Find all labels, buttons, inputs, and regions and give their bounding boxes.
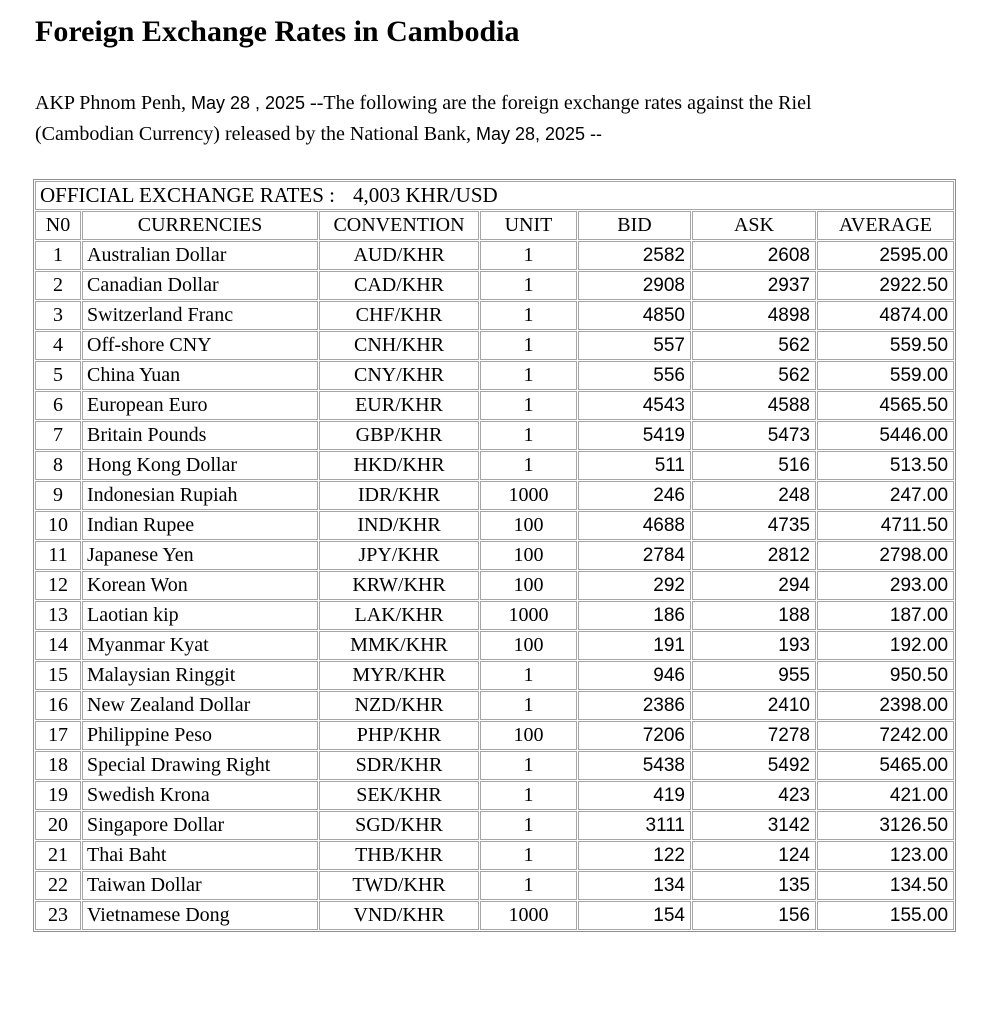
ask-cell: 7278 (692, 721, 816, 750)
convention-cell: GBP/KHR (319, 421, 479, 450)
table-row (35, 691, 954, 720)
average-cell: 192.00 (817, 631, 954, 660)
bid-cell: 154 (578, 901, 691, 930)
table-row (35, 871, 954, 900)
unit-cell: 1 (480, 391, 577, 420)
average-cell: 2922.50 (817, 271, 954, 300)
convention-cell: NZD/KHR (319, 691, 479, 720)
convention-cell: MMK/KHR (319, 631, 479, 660)
convention-cell: VND/KHR (319, 901, 479, 930)
rates-table-body (35, 241, 954, 930)
unit-cell: 1000 (480, 601, 577, 630)
convention-cell: SEK/KHR (319, 781, 479, 810)
convention-cell: CNY/KHR (319, 361, 479, 390)
bid-cell: 4850 (578, 301, 691, 330)
column-header-bid: BID (578, 211, 691, 240)
currency-cell: Malaysian Ringgit (82, 661, 318, 690)
currency-cell: Switzerland Franc (82, 301, 318, 330)
table-row (35, 841, 954, 870)
table-row (35, 721, 954, 750)
convention-cell: JPY/KHR (319, 541, 479, 570)
table-row (35, 511, 954, 540)
ask-cell: 5473 (692, 421, 816, 450)
ask-cell: 193 (692, 631, 816, 660)
average-cell: 950.50 (817, 661, 954, 690)
unit-cell: 1 (480, 421, 577, 450)
ask-cell: 562 (692, 331, 816, 360)
unit-cell: 1 (480, 451, 577, 480)
unit-cell: 1 (480, 241, 577, 270)
unit-cell: 1 (480, 661, 577, 690)
average-cell: 4874.00 (817, 301, 954, 330)
unit-cell: 100 (480, 511, 577, 540)
convention-cell: KRW/KHR (319, 571, 479, 600)
table-row (35, 541, 954, 570)
currency-cell: Vietnamese Dong (82, 901, 318, 930)
average-cell: 2595.00 (817, 241, 954, 270)
bid-cell: 191 (578, 631, 691, 660)
table-row (35, 331, 954, 360)
convention-cell: HKD/KHR (319, 451, 479, 480)
row-number-cell: 18 (35, 751, 81, 780)
convention-cell: AUD/KHR (319, 241, 479, 270)
currency-cell: China Yuan (82, 361, 318, 390)
row-number-cell: 12 (35, 571, 81, 600)
row-number-cell: 17 (35, 721, 81, 750)
currency-cell: Canadian Dollar (82, 271, 318, 300)
unit-cell: 100 (480, 571, 577, 600)
ask-cell: 516 (692, 451, 816, 480)
ask-cell: 188 (692, 601, 816, 630)
currency-cell: Britain Pounds (82, 421, 318, 450)
exchange-rates-table (33, 179, 956, 932)
table-row (35, 661, 954, 690)
row-number-cell: 16 (35, 691, 81, 720)
average-cell: 123.00 (817, 841, 954, 870)
average-cell: 155.00 (817, 901, 954, 930)
ask-cell: 5492 (692, 751, 816, 780)
unit-cell: 1000 (480, 901, 577, 930)
row-number-cell: 1 (35, 241, 81, 270)
ask-cell: 4735 (692, 511, 816, 540)
row-number-cell: 5 (35, 361, 81, 390)
convention-cell: IND/KHR (319, 511, 479, 540)
column-header-currencies: CURRENCIES (82, 211, 318, 240)
bid-cell: 2386 (578, 691, 691, 720)
table-row (35, 301, 954, 330)
unit-cell: 100 (480, 721, 577, 750)
intro-date-1: May 28 , 2025 (190, 93, 311, 113)
unit-cell: 1 (480, 331, 577, 360)
convention-cell: CHF/KHR (319, 301, 479, 330)
bid-cell: 419 (578, 781, 691, 810)
column-header-ask: ASK (692, 211, 816, 240)
currency-cell: Special Drawing Right (82, 751, 318, 780)
ask-cell: 135 (692, 871, 816, 900)
average-cell: 3126.50 (817, 811, 954, 840)
row-number-cell: 11 (35, 541, 81, 570)
currency-cell: Laotian kip (82, 601, 318, 630)
bid-cell: 246 (578, 481, 691, 510)
currency-cell: Indonesian Rupiah (82, 481, 318, 510)
row-number-cell: 15 (35, 661, 81, 690)
row-number-cell: 3 (35, 301, 81, 330)
official-rate-value: 4,003 KHR/USD (352, 183, 498, 207)
column-header-average: AVERAGE (817, 211, 954, 240)
bid-cell: 511 (578, 451, 691, 480)
table-row (35, 241, 954, 270)
bid-cell: 2582 (578, 241, 691, 270)
currency-cell: Taiwan Dollar (82, 871, 318, 900)
ask-cell: 562 (692, 361, 816, 390)
unit-cell: 1 (480, 781, 577, 810)
table-row (35, 901, 954, 930)
table-header-row (35, 211, 954, 240)
unit-cell: 1 (480, 811, 577, 840)
bid-cell: 5419 (578, 421, 691, 450)
convention-cell: CNH/KHR (319, 331, 479, 360)
row-number-cell: 8 (35, 451, 81, 480)
average-cell: 7242.00 (817, 721, 954, 750)
convention-cell: THB/KHR (319, 841, 479, 870)
average-cell: 2798.00 (817, 541, 954, 570)
row-number-cell: 14 (35, 631, 81, 660)
unit-cell: 1 (480, 751, 577, 780)
bid-cell: 186 (578, 601, 691, 630)
row-number-cell: 22 (35, 871, 81, 900)
average-cell: 559.50 (817, 331, 954, 360)
bid-cell: 4688 (578, 511, 691, 540)
row-number-cell: 2 (35, 271, 81, 300)
bid-cell: 946 (578, 661, 691, 690)
ask-cell: 156 (692, 901, 816, 930)
row-number-cell: 6 (35, 391, 81, 420)
table-row (35, 421, 954, 450)
currency-cell: Indian Rupee (82, 511, 318, 540)
table-row (35, 751, 954, 780)
bid-cell: 134 (578, 871, 691, 900)
bid-cell: 2784 (578, 541, 691, 570)
table-row (35, 481, 954, 510)
average-cell: 187.00 (817, 601, 954, 630)
convention-cell: LAK/KHR (319, 601, 479, 630)
average-cell: 4711.50 (817, 511, 954, 540)
bid-cell: 2908 (578, 271, 691, 300)
intro-text-1: AKP Phnom Penh, (35, 92, 191, 114)
convention-cell: CAD/KHR (319, 271, 479, 300)
bid-cell: 4543 (578, 391, 691, 420)
official-rate-label: OFFICIAL EXCHANGE RATES : (40, 183, 335, 207)
ask-cell: 2410 (692, 691, 816, 720)
convention-cell: IDR/KHR (319, 481, 479, 510)
table-row (35, 271, 954, 300)
average-cell: 5465.00 (817, 751, 954, 780)
row-number-cell: 10 (35, 511, 81, 540)
bid-cell: 292 (578, 571, 691, 600)
average-cell: 134.50 (817, 871, 954, 900)
ask-cell: 294 (692, 571, 816, 600)
currency-cell: Off-shore CNY (82, 331, 318, 360)
ask-cell: 4898 (692, 301, 816, 330)
bid-cell: 122 (578, 841, 691, 870)
bid-cell: 7206 (578, 721, 691, 750)
convention-cell: MYR/KHR (319, 661, 479, 690)
table-row (35, 631, 954, 660)
unit-cell: 1000 (480, 481, 577, 510)
table-row (35, 391, 954, 420)
unit-cell: 1 (480, 871, 577, 900)
row-number-cell: 13 (35, 601, 81, 630)
currency-cell: New Zealand Dollar (82, 691, 318, 720)
unit-cell: 1 (480, 691, 577, 720)
convention-cell: SDR/KHR (319, 751, 479, 780)
currency-cell: Thai Baht (82, 841, 318, 870)
unit-cell: 100 (480, 541, 577, 570)
currency-cell: Korean Won (82, 571, 318, 600)
average-cell: 5446.00 (817, 421, 954, 450)
unit-cell: 1 (480, 301, 577, 330)
ask-cell: 248 (692, 481, 816, 510)
table-row (35, 361, 954, 390)
column-header-unit: UNIT (480, 211, 577, 240)
table-row (35, 601, 954, 630)
currency-cell: Singapore Dollar (82, 811, 318, 840)
currency-cell: Swedish Krona (82, 781, 318, 810)
table-row (35, 571, 954, 600)
currency-cell: Hong Kong Dollar (82, 451, 318, 480)
table-row (35, 781, 954, 810)
intro-date-2: May 28, 2025 -- (475, 124, 603, 144)
convention-cell: PHP/KHR (319, 721, 479, 750)
unit-cell: 100 (480, 631, 577, 660)
row-number-cell: 7 (35, 421, 81, 450)
row-number-cell: 21 (35, 841, 81, 870)
column-header-convention: CONVENTION (319, 211, 479, 240)
ask-cell: 955 (692, 661, 816, 690)
unit-cell: 1 (480, 841, 577, 870)
currency-cell: Japanese Yen (82, 541, 318, 570)
ask-cell: 2608 (692, 241, 816, 270)
row-number-cell: 23 (35, 901, 81, 930)
ask-cell: 2937 (692, 271, 816, 300)
currency-cell: Australian Dollar (82, 241, 318, 270)
ask-cell: 423 (692, 781, 816, 810)
currency-cell: Philippine Peso (82, 721, 318, 750)
average-cell: 4565.50 (817, 391, 954, 420)
ask-cell: 124 (692, 841, 816, 870)
intro-text-2: --The following are the foreign exchange rates against the Riel (310, 92, 812, 114)
table-row (35, 811, 954, 840)
average-cell: 2398.00 (817, 691, 954, 720)
average-cell: 421.00 (817, 781, 954, 810)
convention-cell: SGD/KHR (319, 811, 479, 840)
currency-cell: Myanmar Kyat (82, 631, 318, 660)
row-number-cell: 20 (35, 811, 81, 840)
currency-cell: European Euro (82, 391, 318, 420)
table-row (35, 451, 954, 480)
convention-cell: TWD/KHR (319, 871, 479, 900)
official-rate-cell (35, 181, 954, 210)
average-cell: 247.00 (817, 481, 954, 510)
column-header-no: N0 (35, 211, 81, 240)
ask-cell: 4588 (692, 391, 816, 420)
ask-cell: 3142 (692, 811, 816, 840)
page-title: Foreign Exchange Rates in Cambodia (35, 15, 520, 48)
unit-cell: 1 (480, 361, 577, 390)
bid-cell: 557 (578, 331, 691, 360)
bid-cell: 556 (578, 361, 691, 390)
row-number-cell: 4 (35, 331, 81, 360)
bid-cell: 5438 (578, 751, 691, 780)
ask-cell: 2812 (692, 541, 816, 570)
row-number-cell: 9 (35, 481, 81, 510)
average-cell: 513.50 (817, 451, 954, 480)
row-number-cell: 19 (35, 781, 81, 810)
unit-cell: 1 (480, 271, 577, 300)
bid-cell: 3111 (578, 811, 691, 840)
intro-text-3: (Cambodian Currency) released by the National Bank, (35, 123, 476, 145)
average-cell: 293.00 (817, 571, 954, 600)
convention-cell: EUR/KHR (319, 391, 479, 420)
average-cell: 559.00 (817, 361, 954, 390)
official-rate-row (35, 181, 954, 210)
intro-paragraph (35, 88, 987, 150)
